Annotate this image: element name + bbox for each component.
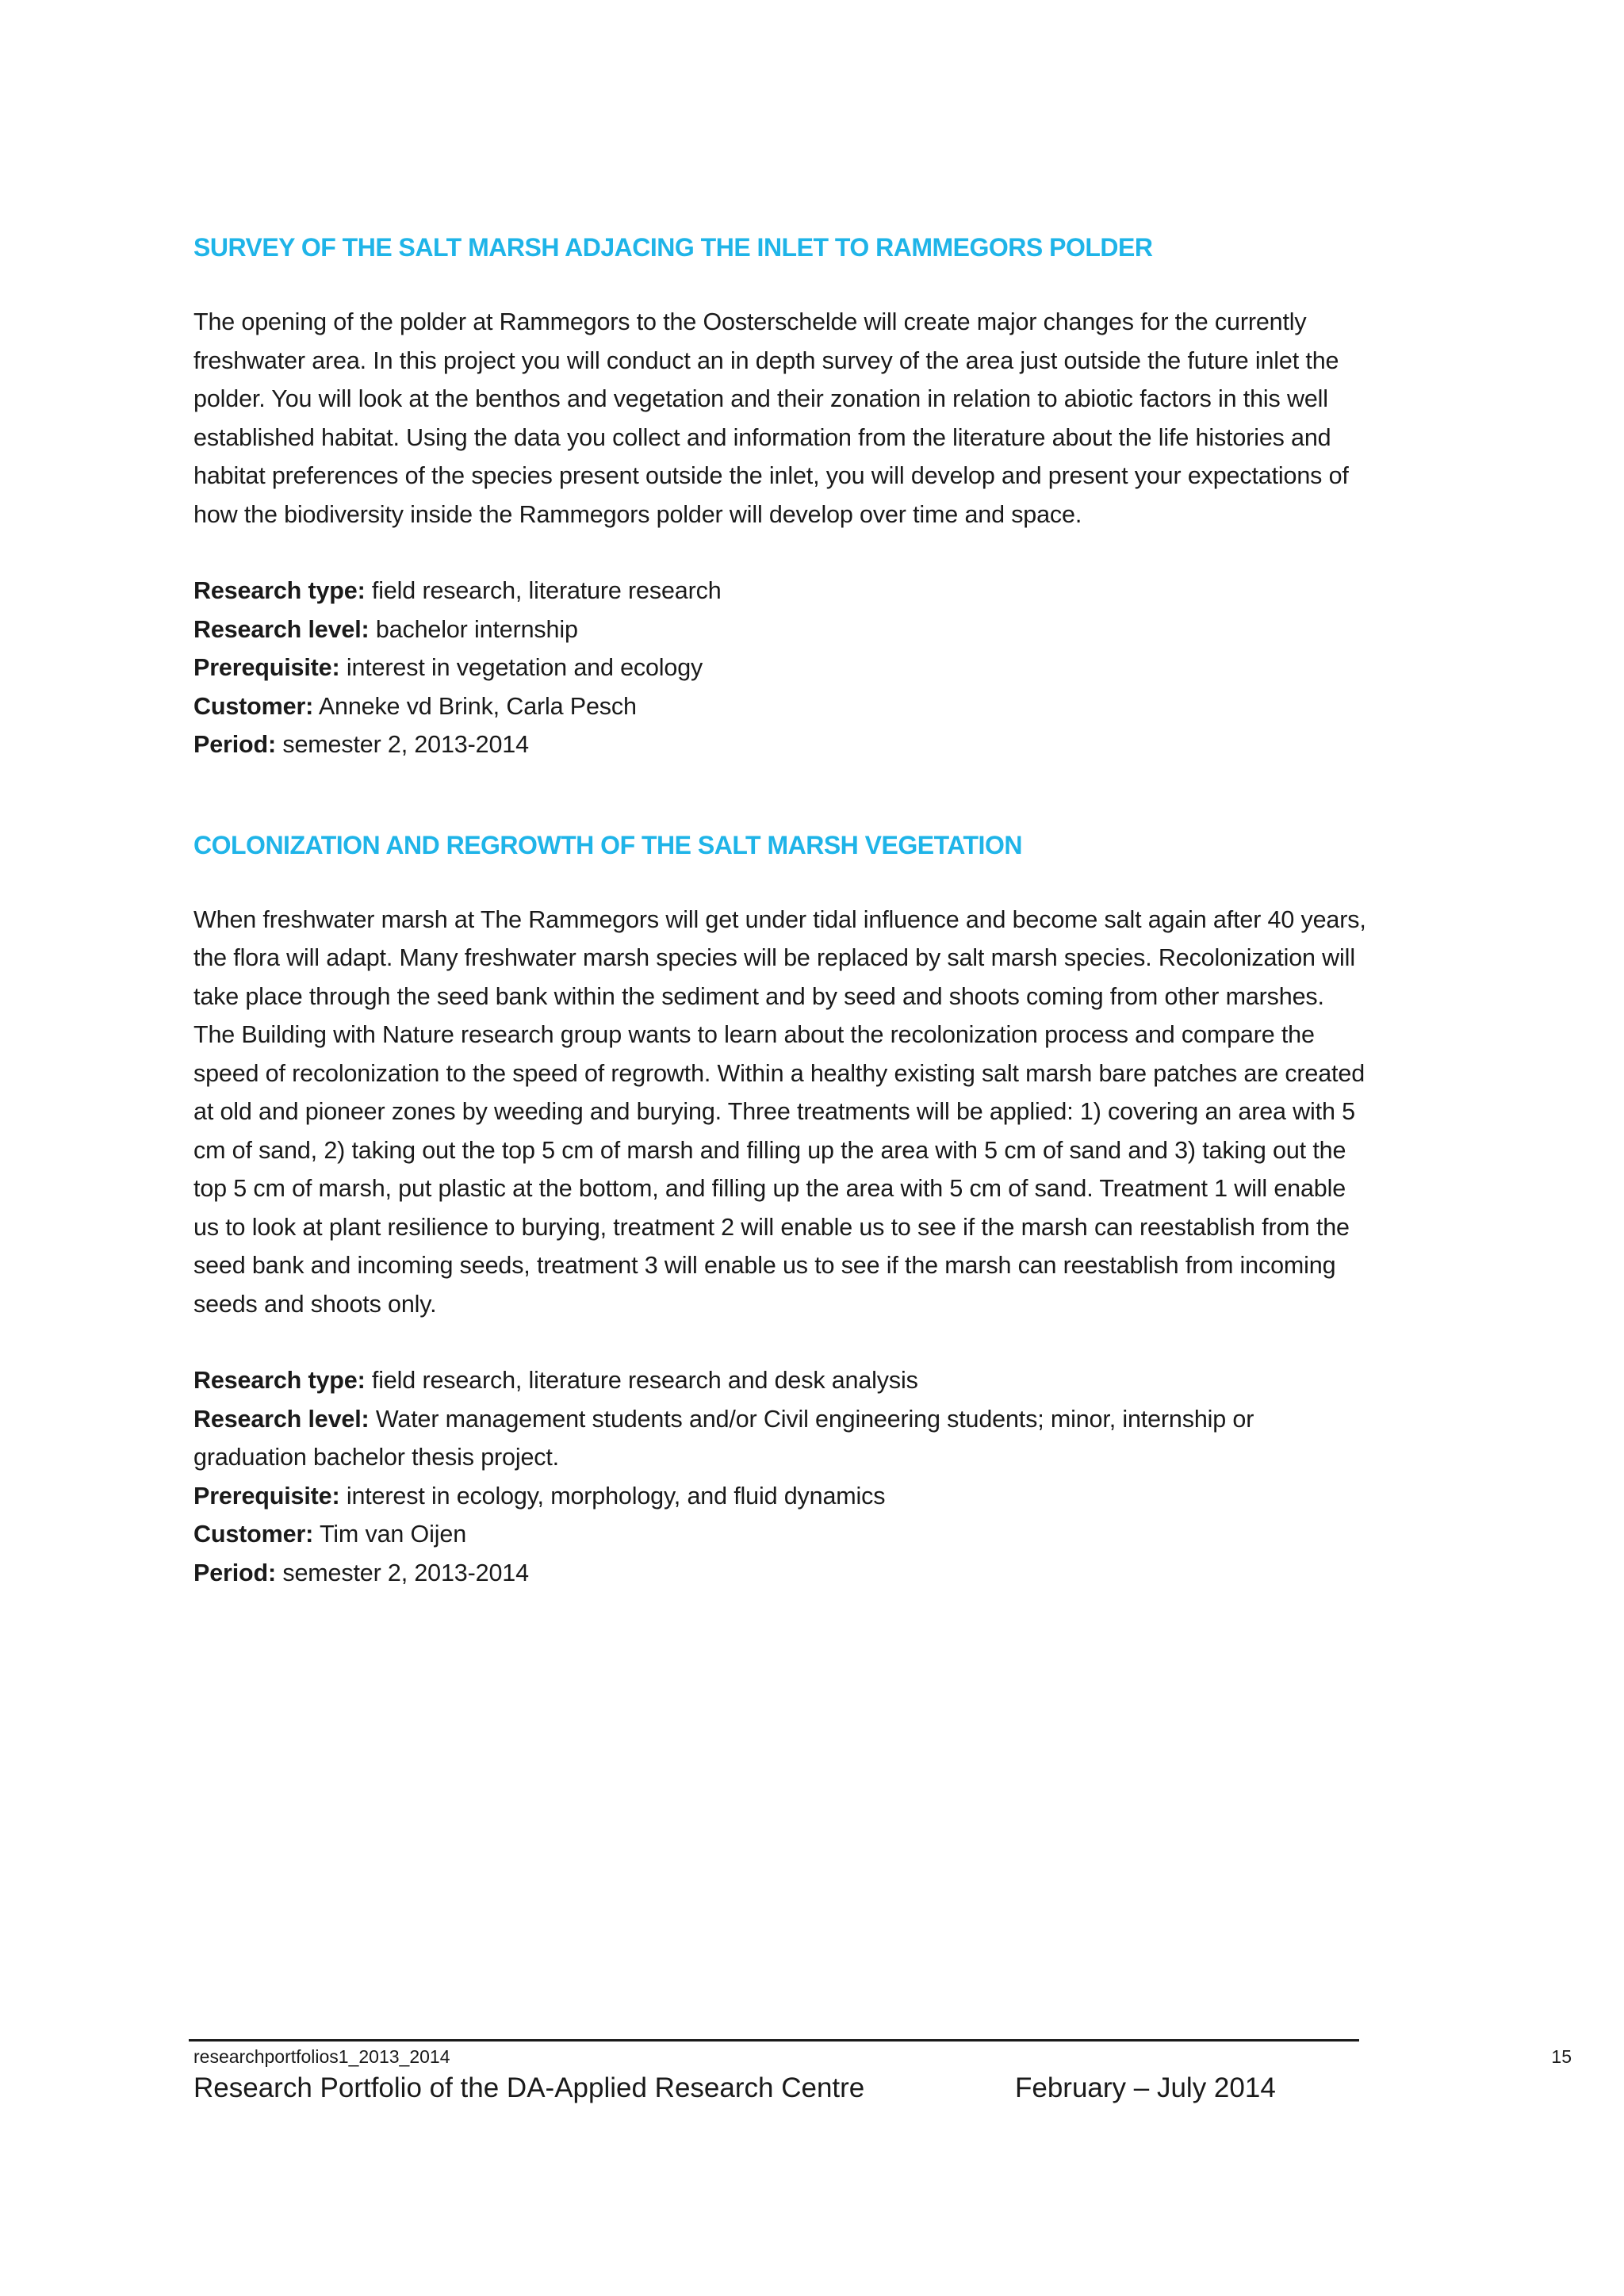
project-details [193, 1361, 1367, 1592]
research-type-value: field research, literature research and desk analysis [371, 1367, 918, 1394]
research-type-line [193, 1361, 1367, 1400]
period-value: semester 2, 2013-2014 [282, 1559, 529, 1586]
research-level-line [193, 610, 1367, 649]
prerequisite-line [193, 1477, 1367, 1516]
customer-line [193, 1515, 1367, 1554]
project-details [193, 572, 1367, 764]
prerequisite-label: Prerequisite: [193, 654, 340, 681]
footer-title: Research Portfolio of the DA-Applied Research Centre [193, 2072, 865, 2103]
research-level-label: Research level: [193, 615, 370, 643]
customer-value: Anneke vd Brink, Carla Pesch [318, 692, 637, 720]
section-title: COLONIZATION AND REGROWTH OF THE SALT MARSH VEGETATION [193, 830, 1022, 859]
section-colonization [193, 828, 1367, 1593]
research-level-value: bachelor internship [375, 615, 578, 643]
customer-line [193, 687, 1367, 726]
footer-date-range: February – July 2014 [1015, 2072, 1276, 2103]
footer-filename: researchportfolios1_2013_2014 [193, 2046, 450, 2067]
period-value: semester 2, 2013-2014 [282, 731, 529, 758]
footer-divider [189, 2039, 1359, 2042]
customer-label: Customer: [193, 692, 314, 720]
section-description: When freshwater marsh at The Rammegors will get under tidal influence and become salt again after 40 years, the flora will adapt. Many freshwater marsh species will be replaced by salt marsh species. Recolonization will take place through the seed bank within the sediment and by seed and shoots coming from other marshes. The Building with Nature research group wants to learn about the recolonization process and compare the speed of recolonization to the speed of regrowth. Within a healthy existing salt marsh bare patches are created at old and pioneer zones by weeding and burying. Three treatments will be applied: 1) covering an area with 5 cm of sand, 2) taking out the top 5 cm of marsh and filling up the area with 5 cm of sand and 3) taking out the top 5 cm of marsh, put plastic at the bottom, and filling up the area with 5 cm of sand. Treatment 1 will enable us to look at plant resilience to burying, treatment 2 will enable us to see if the marsh can reestablish from the seed bank and incoming seeds, treatment 3 will enable us to see if the marsh can reestablish from incoming seeds and shoots only. [193, 905, 1366, 1318]
prerequisite-value: interest in vegetation and ecology [346, 654, 703, 681]
period-line [193, 725, 1367, 764]
document-body [193, 230, 1367, 1592]
section-title: SURVEY OF THE SALT MARSH ADJACING THE INLET TO RAMMEGORS POLDER [193, 233, 1153, 262]
research-level-value: Water management students and/or Civil engineering students; minor, internship or graduation bachelor thesis project. [193, 1405, 1254, 1471]
period-line [193, 1554, 1367, 1593]
customer-label: Customer: [193, 1521, 314, 1548]
section-description: The opening of the polder at Rammegors to the Oosterschelde will create major changes for the currently freshwater area. In this project you will conduct an in depth survey of the area just outside the future inlet the polder. You will look at the benthos and vegetation and their zonation in relation to abiotic factors in this well established habitat. Using the data you collect and information from the literature about the life histories and habitat preferences of the species present outside the inlet, you will develop and present your expectations of how the biodiversity inside the Rammegors polder will develop over time and space. [193, 308, 1349, 528]
customer-value: Tim van Oijen [319, 1521, 467, 1548]
page-number: 15 [1551, 2046, 1572, 2067]
research-type-line [193, 572, 1367, 610]
prerequisite-value: interest in ecology, morphology, and fluid dynamics [346, 1482, 886, 1510]
period-label: Period: [193, 731, 277, 758]
research-type-value: field research, literature research [371, 577, 722, 604]
prerequisite-line [193, 649, 1367, 687]
research-type-label: Research type: [193, 577, 366, 604]
prerequisite-label: Prerequisite: [193, 1482, 340, 1510]
research-type-label: Research type: [193, 1367, 366, 1394]
research-level-line [193, 1400, 1367, 1477]
period-label: Period: [193, 1559, 277, 1586]
research-level-label: Research level: [193, 1405, 370, 1433]
section-survey [193, 230, 1367, 764]
